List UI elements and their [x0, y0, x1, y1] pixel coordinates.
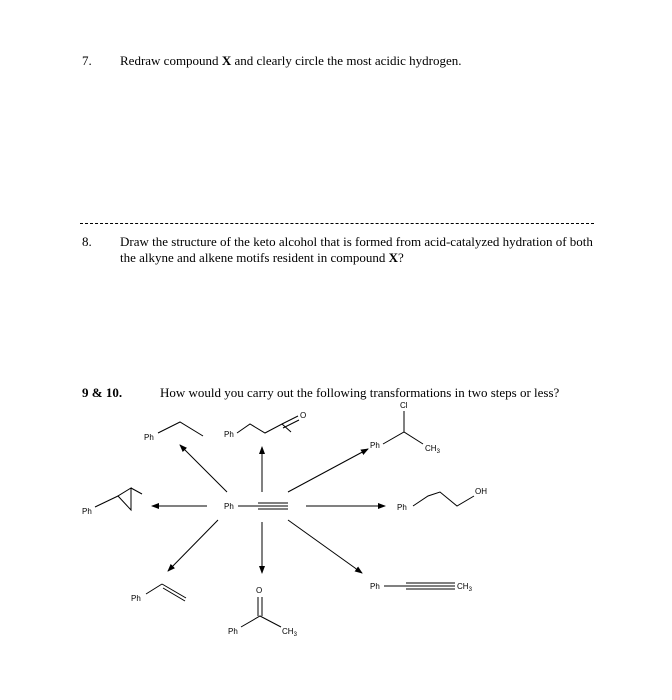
question-7-text-part2: and clearly circle the most acidic hydrogen. [231, 53, 462, 68]
question-7-number: 7. [82, 53, 92, 68]
ketone-o-label: O [256, 586, 263, 595]
aldehyde-ph-label: Ph [224, 430, 234, 439]
alkene-ph-label: Ph [131, 594, 141, 603]
ketone-ph-label: Ph [228, 627, 238, 636]
internal-alkyne-structure [384, 583, 455, 589]
start-ph-label: Ph [224, 502, 234, 511]
starting-alkyne [238, 503, 288, 509]
alkane-structure [158, 422, 203, 436]
internal-alkyne-ch3-label: $CH_3$ [457, 582, 472, 593]
chloride-ch3-label: $CH_3$ [425, 444, 440, 455]
ketone-structure [241, 597, 281, 627]
internal-alkyne-ph-label: Ph [370, 582, 380, 591]
epoxide-ph-label: Ph [82, 507, 92, 516]
question-9-10-number: 9 & 10. [82, 385, 123, 400]
compound-x-label: X [221, 53, 232, 68]
arrow-to-alkane [180, 445, 227, 492]
compound-x-label: X [388, 250, 398, 265]
alkene-structure [146, 584, 186, 601]
question-8-line-1: Draw the structure of the keto alcohol that is formed from acid-catalyzed hydration of both [120, 234, 593, 249]
alcohol-structure [413, 492, 474, 506]
chloride-ph-label: Ph [370, 441, 380, 450]
alcohol-ph-label: Ph [397, 503, 407, 512]
ketone-ch3-label: $CH_3$ [282, 627, 297, 638]
alkane-ph-label: Ph [144, 433, 154, 442]
aldehyde-structure [237, 416, 299, 433]
arrow-to-internal-alkyne [288, 520, 362, 573]
aldehyde-o-label: O [300, 411, 307, 420]
question-8-line-2: the alkyne and alkene motifs resident in compound X? [120, 250, 404, 265]
chloride-cl-label: Cl [400, 401, 408, 410]
alcohol-oh-label: OH [475, 487, 487, 496]
epoxide-structure [95, 488, 142, 510]
question-9-10-text: How would you carry out the following transformations in two steps or less? [160, 385, 560, 400]
chloride-structure [383, 411, 423, 444]
arrow-to-chloride [288, 449, 368, 492]
arrow-to-alkene [168, 520, 218, 571]
question-7-text-part1: Redraw compound [120, 53, 222, 68]
question-8-number: 8. [82, 234, 92, 249]
